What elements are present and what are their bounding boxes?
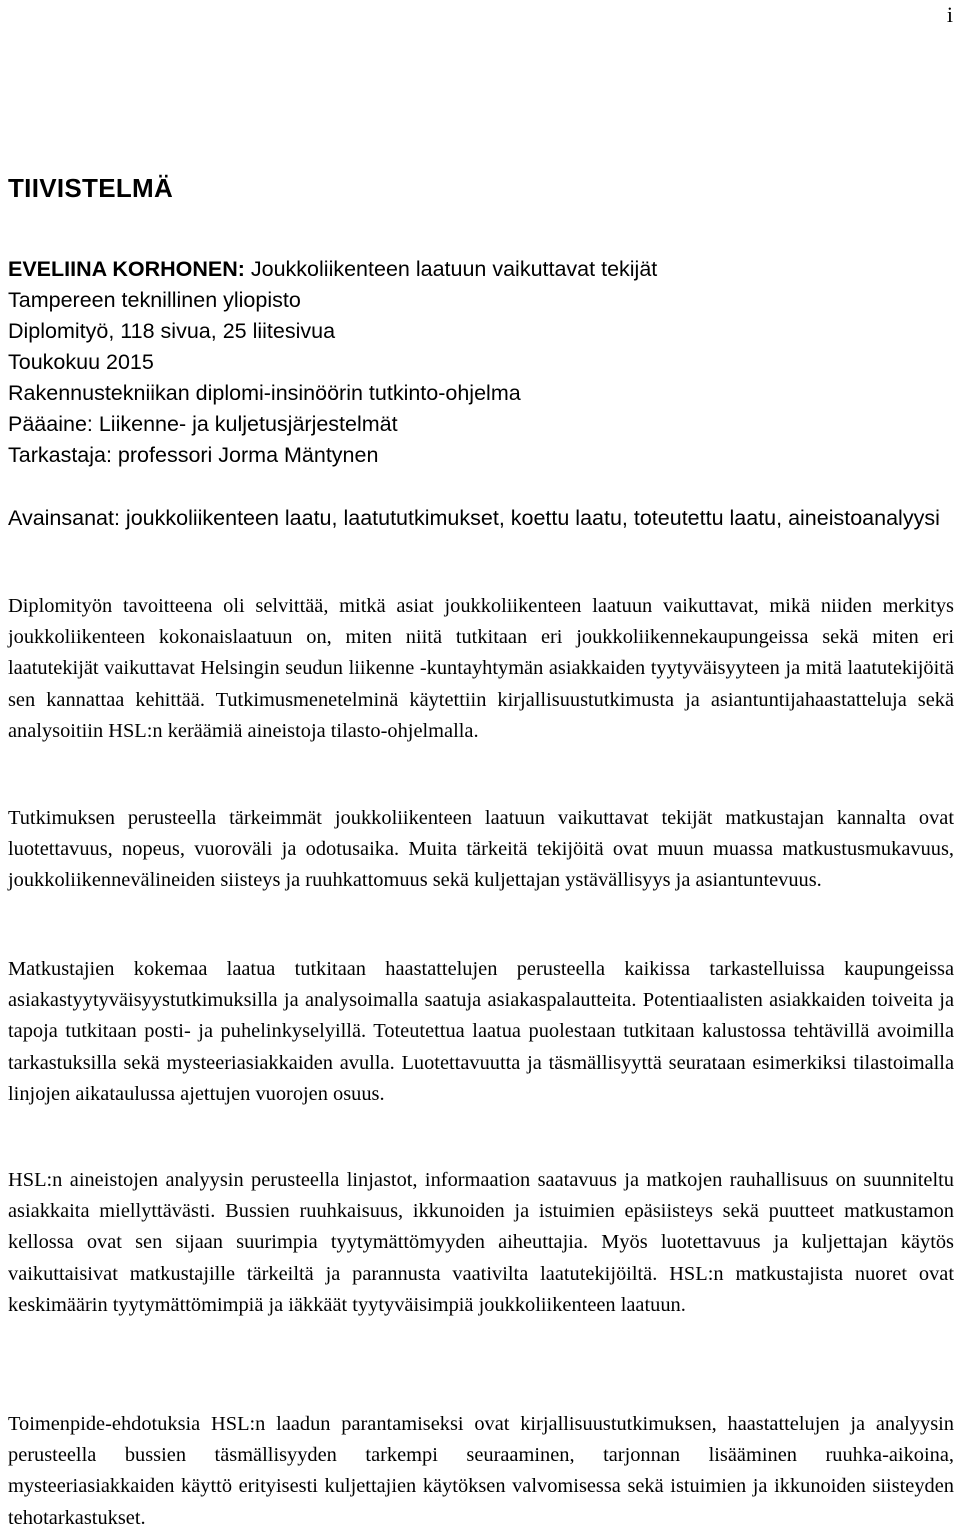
thesis-info-block — [8, 254, 954, 471]
examiner-line: Tarkastaja: professori Jorma Mäntynen — [8, 443, 379, 467]
major-line: Pääaine: Liikenne- ja kuljetusjärjestelmät — [8, 412, 398, 436]
programme-line: Rakennustekniikan diplomi-insinöörin tutkinto-ohjelma — [8, 381, 521, 405]
date-line: Toukokuu 2015 — [8, 350, 154, 374]
university-line: Tampereen teknillinen yliopisto — [8, 288, 301, 312]
author-title-line — [8, 254, 954, 285]
thesis-pages-line: Diplomityö, 118 sivua, 25 liitesivua — [8, 319, 336, 343]
abstract-paragraph: Diplomityön tavoitteena oli selvittää, mitkä asiat joukkoliikenteen laatuun vaikuttavat, mikä niiden merkitys joukkoliikenteen kokonaislaatuun on, miten niitä tutkitaan eri joukkoliikennekaupungeissa sekä miten eri laatutekijät vaikuttavat Helsingin seudun liikenne -kuntayhtymän asiakkaiden tyytyväisyyteen ja mitä laatutekijöitä sen kannattaa kehittää. Tutkimusmenetelminä käytettiin kirjallisuustutkimusta ja asiantuntijahaastatteluja sekä analysoitiin HSL:n keräämiä aineistoja tilasto-ohjelmalla. — [8, 595, 954, 742]
keywords: Avainsanat: joukkoliikenteen laatu, laatututkimukset, koettu laatu, toteutettu laatu, aineistoanalyysi — [8, 506, 940, 530]
page-number: i — [946, 2, 953, 27]
abstract-heading: TIIVISTELMÄ — [8, 173, 174, 203]
abstract-paragraph: HSL:n aineistojen analyysin perusteella linjastot, informaation saatavuus ja matkojen rauhallisuus on suunniteltu asiakkaita miellyttävästi. Bussien ruuhkaisuus, ikkunoiden ja istuimien epäsiisteys sekä puutteet matkustamon kellossa ovat sen sijaan suurimpia tyytymättömyyden aiheuttajia. Myös luotettavuus ja kuljettajan käytös vaikuttaisivat matkustajille tärkeiltä ja parannusta vaativilta laatutekijöiltä. HSL:n matkustajista nuoret ovat keskimäärin tyytymättömimpiä ja iäkkäät tyytyväisimpiä joukkoliikenteen laatuun. — [8, 1169, 954, 1316]
thesis-title: Joukkoliikenteen laatuun vaikuttavat tekijät — [244, 257, 658, 281]
author-name: EVELIINA KORHONEN: — [8, 257, 245, 281]
abstract-paragraph: Matkustajien kokemaa laatua tutkitaan haastattelujen perusteella kaikissa tarkastelluissa kaupungeissa asiakastyytyväisyystutkimuksilla ja analysoimalla saatuja asiakaspalautteita. Potentiaalisten asiakkaiden toiveita ja tapoja tutkitaan posti- ja puhelinkyselyillä. Toteutettua laatua puolestaan tutkitaan kalustossa tehtävillä avoimilla tarkastuksilla sekä mysteeriasiakkaiden avulla. Luotettavuutta ja täsmällisyyttä seurataan esimerkiksi tilastoimalla linjojen aikataulussa ajettujen vuorojen osuus. — [8, 958, 954, 1105]
abstract-paragraph: Toimenpide-ehdotuksia HSL:n laadun parantamiseksi ovat kirjallisuustutkimuksen, haastattelujen ja analyysin perusteella bussien täsmällisyyden tarkempi seuraaminen, tarjonnan lisääminen ruuhka-aikoina, mysteeriasiakkaiden käyttö erityisesti kuljettajien käytöksen valvomisessa sekä istuimien ja ikkunoiden siisteyden tehotarkastukset. — [8, 1413, 954, 1529]
abstract-paragraph: Tutkimuksen perusteella tärkeimmät joukkoliikenteen laatuun vaikuttavat tekijät matkustajan kannalta ovat luotettavuus, nopeus, vuoroväli ja odotusaika. Muita tärkeitä tekijöitä ovat muun muassa matkustusmukavuus, joukkoliikennevälineiden siisteys ja ruuhkattomuus sekä kuljettajan ystävällisyys ja asiantuntevuus. — [8, 807, 954, 892]
